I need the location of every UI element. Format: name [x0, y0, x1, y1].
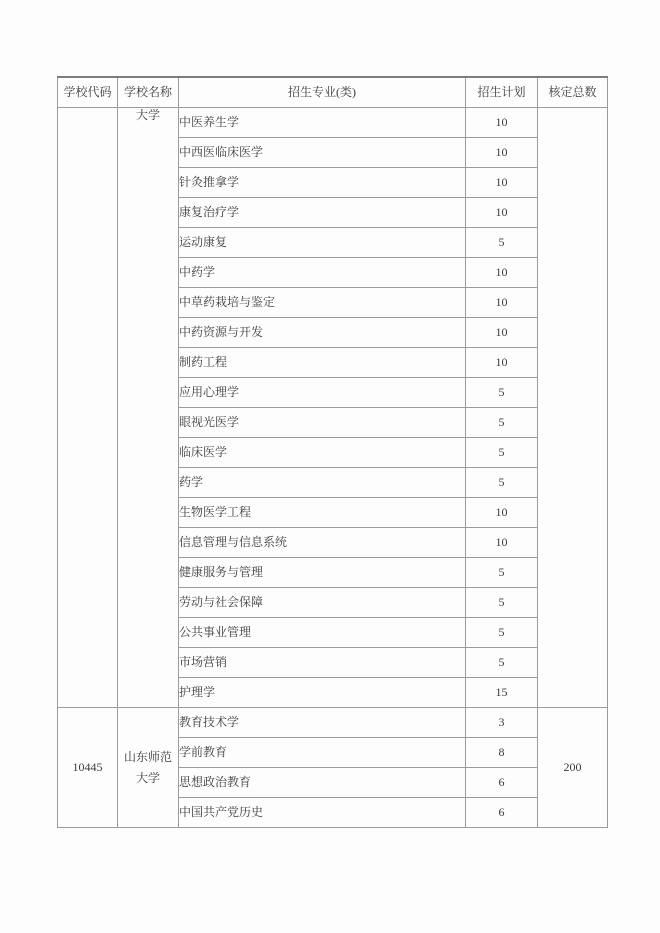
- plan-cell: 5: [466, 228, 538, 258]
- plan-cell: 5: [466, 588, 538, 618]
- school-name-cell: 大学: [118, 108, 179, 708]
- major-cell: 针灸推拿学: [179, 168, 466, 198]
- plan-cell: 5: [466, 438, 538, 468]
- plan-cell: 5: [466, 378, 538, 408]
- major-cell: 中医养生学: [179, 108, 466, 138]
- header-row: [58, 77, 608, 108]
- major-cell: 健康服务与管理: [179, 558, 466, 588]
- table-row: [58, 708, 608, 738]
- table-row: [58, 108, 608, 138]
- school-name-text: 山东师范大学: [123, 750, 172, 785]
- plan-cell: 5: [466, 468, 538, 498]
- column-header-major: 招生专业(类): [179, 77, 466, 108]
- major-cell: 信息管理与信息系统: [179, 528, 466, 558]
- plan-cell: 8: [466, 738, 538, 768]
- plan-cell: 10: [466, 108, 538, 138]
- plan-cell: 10: [466, 198, 538, 228]
- major-cell: 劳动与社会保障: [179, 588, 466, 618]
- major-cell: 中药资源与开发: [179, 318, 466, 348]
- major-cell: 药学: [179, 468, 466, 498]
- major-cell: 生物医学工程: [179, 498, 466, 528]
- column-header-school-name: 学校名称: [118, 77, 179, 108]
- column-header-approved-total: 核定总数: [538, 77, 608, 108]
- admissions-table: [57, 76, 608, 828]
- major-cell: 公共事业管理: [179, 618, 466, 648]
- major-cell: 制药工程: [179, 348, 466, 378]
- plan-cell: 6: [466, 798, 538, 828]
- plan-cell: 5: [466, 558, 538, 588]
- plan-cell: 10: [466, 258, 538, 288]
- plan-cell: 5: [466, 618, 538, 648]
- plan-cell: 6: [466, 768, 538, 798]
- plan-cell: 10: [466, 138, 538, 168]
- major-cell: 教育技术学: [179, 708, 466, 738]
- school-name-cell: [118, 708, 179, 828]
- major-cell: 中药学: [179, 258, 466, 288]
- plan-cell: 10: [466, 318, 538, 348]
- plan-cell: 10: [466, 528, 538, 558]
- column-header-school-code: 学校代码: [58, 77, 118, 108]
- major-cell: 中西医临床医学: [179, 138, 466, 168]
- major-cell: 中国共产党历史: [179, 798, 466, 828]
- column-header-plan: 招生计划: [466, 77, 538, 108]
- plan-cell: 10: [466, 348, 538, 378]
- major-cell: 护理学: [179, 678, 466, 708]
- plan-cell: 15: [466, 678, 538, 708]
- major-cell: 眼视光医学: [179, 408, 466, 438]
- plan-cell: 10: [466, 288, 538, 318]
- major-cell: 临床医学: [179, 438, 466, 468]
- school-code-cell: [58, 108, 118, 708]
- plan-cell: 3: [466, 708, 538, 738]
- major-cell: 运动康复: [179, 228, 466, 258]
- plan-cell: 5: [466, 648, 538, 678]
- approved-total-cell: 200: [538, 708, 608, 828]
- major-cell: 康复治疗学: [179, 198, 466, 228]
- major-cell: 中草药栽培与鉴定: [179, 288, 466, 318]
- major-cell: 市场营销: [179, 648, 466, 678]
- approved-total-cell: [538, 108, 608, 708]
- major-cell: 思想政治教育: [179, 768, 466, 798]
- plan-cell: 10: [466, 168, 538, 198]
- school-code-cell: 10445: [58, 708, 118, 828]
- major-cell: 学前教育: [179, 738, 466, 768]
- major-cell: 应用心理学: [179, 378, 466, 408]
- plan-cell: 10: [466, 498, 538, 528]
- plan-cell: 5: [466, 408, 538, 438]
